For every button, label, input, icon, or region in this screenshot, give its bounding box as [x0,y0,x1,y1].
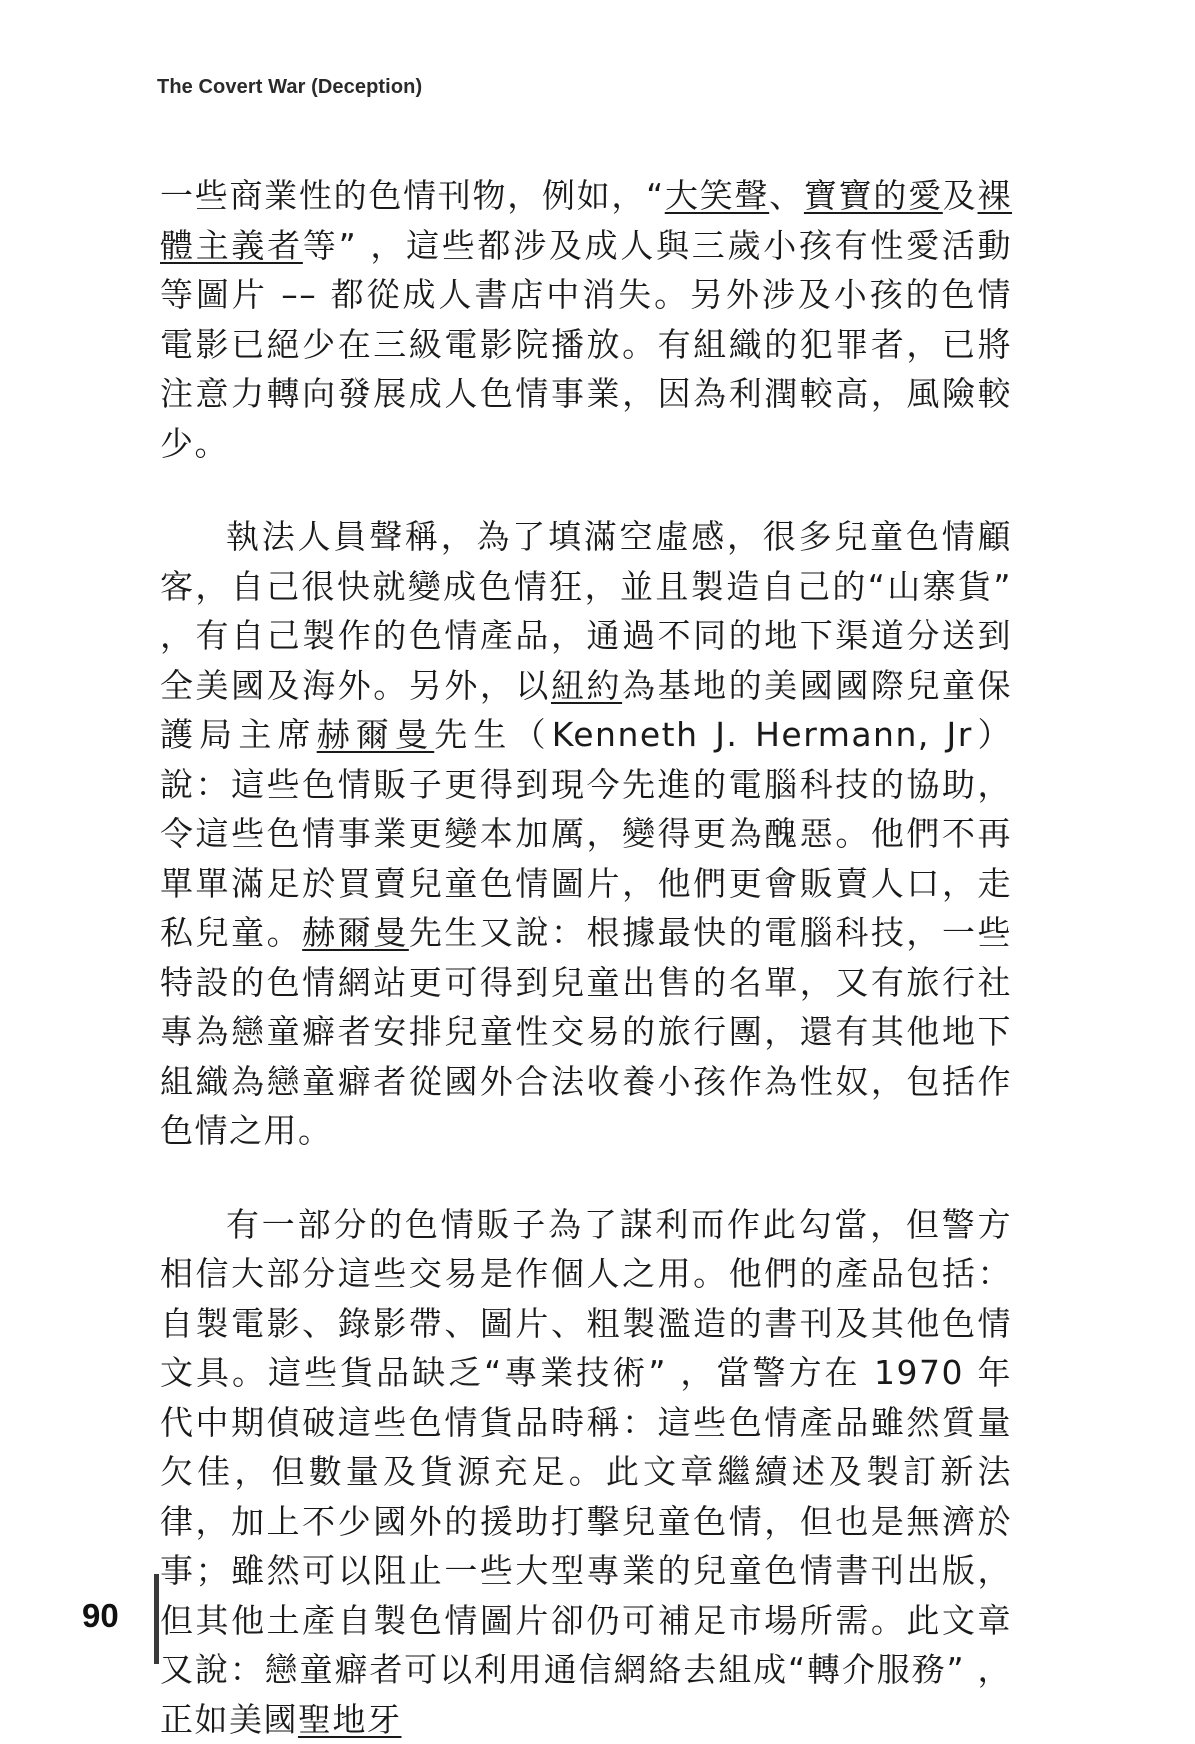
text-run: 一些商業性的色情刊物，例如，“ [160,176,665,215]
text-run: 及 [943,176,978,215]
underlined-term: 裸體主義者 [160,176,1012,265]
page-number: 90 [82,1597,119,1635]
paragraph [160,512,1012,1156]
underlined-term: 寶寶的愛 [804,176,943,215]
underlined-term: 大笑聲 [665,176,769,215]
page-number-rule [154,1574,159,1664]
text-run: 為基地的美國國際兒童保護局主席 [160,666,1012,755]
text-run: 等” ，這些都涉及成人與三歲小孩有性愛活動等圖片 –– 都從成人書店中消失。另外涉及小孩的色情電影已絕少在三級電影院播放。有組織的犯罪者，已將注意力轉向發展成人色情事業，因為利潤較高，風險較少。 [160,226,1012,463]
underlined-term: 紐約 [551,666,622,705]
paragraph [160,1200,1012,1744]
text-run: 先生又說：根據最快的電腦科技，一些特設的色情網站更可得到兒童出售的名單，又有旅行社專為戀童癖者安排兒童性交易的旅行團，還有其他地下組織為戀童癖者從國外合法收養小孩作為性奴，包括作色情之用。 [160,913,1012,1150]
text-run: 有一部分的色情販子為了謀利而作此勾當，但警方相信大部分這些交易是作個人之用。他們的產品包括：自製電影、錄影帶、圖片、粗製濫造的書刊及其他色情文具。這些貨品缺乏“專業技術” ，當警方在 1970 年代中期偵破這些色情貨品時稱：這些色情產品雖然質量欠佳，但數量及貨源充足。此文章繼續述及製訂新法律，加上不少國外的援助打擊兒童色情，但也是無濟於事；雖然可以阻止一些大型專業的兒童色情書刊出版，但其他土產自製色情圖片卻仍可補足市場所需。此文章又說：戀童癖者可以利用通信網絡去組成“轉介服務” ，正如美國 [160,1205,1012,1739]
underlined-term: 聖地牙 [298,1700,402,1739]
underlined-term: 赫爾曼 [317,715,435,754]
text-run: 先生（Kenneth J. Hermann, Jr）說：這些色情販子更得到現今先進的電腦科技的協助，令這些色情事業更變本加厲，變得更為醜惡。他們不再單單滿足於買賣兒童色情圖片，他們更會販賣人口，走私兒童。 [160,715,1012,952]
body-text [160,171,1012,1744]
text-run: 執法人員聲稱，為了填滿空虛感，很多兒童色情顧客，自己很快就變成色情狂，並且製造自己的“山寨貨” ，有自己製作的色情產品，通過不同的地下渠道分送到全美國及海外。另外，以 [160,517,1012,705]
running-header-title: The Covert War (Deception) [157,76,422,99]
text-run: 、 [769,176,804,215]
paragraph [160,171,1012,468]
underlined-term: 赫爾曼 [302,913,409,952]
